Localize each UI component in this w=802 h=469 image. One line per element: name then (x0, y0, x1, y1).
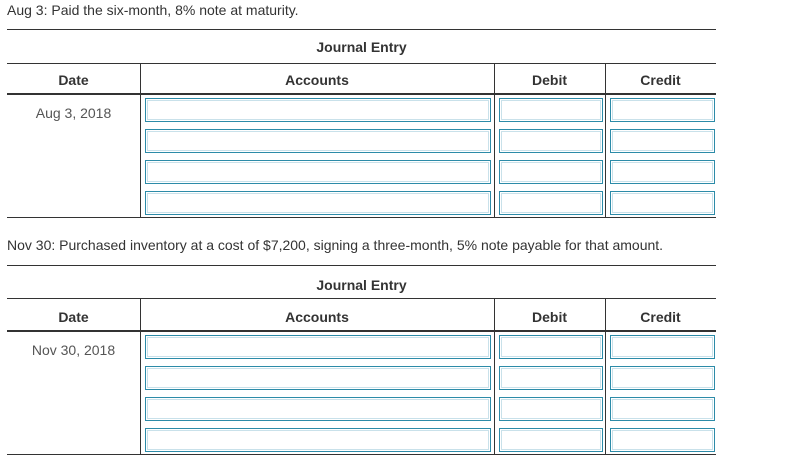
credit-input[interactable] (610, 366, 715, 390)
credit-input[interactable] (610, 129, 715, 153)
entry-1-prompt: Aug 3: Paid the six-month, 8% note at maturity. (7, 2, 299, 18)
credit-input[interactable] (610, 191, 715, 215)
header-bottom-rule (7, 93, 716, 95)
account-input[interactable] (145, 160, 491, 184)
date-header: Date (58, 72, 89, 88)
credit-input[interactable] (610, 397, 715, 421)
accounts-header: Accounts (285, 72, 349, 88)
credit-header: Credit (640, 309, 681, 325)
credit-input[interactable] (610, 160, 715, 184)
debit-input[interactable] (499, 397, 603, 421)
credit-input[interactable] (610, 428, 715, 452)
entry-2-prompt: Nov 30: Purchased inventory at a cost of $7,200, signing a three-month, 5% note payable for that amount. (7, 237, 664, 253)
journal-entry-table-1 (7, 29, 716, 219)
debit-input[interactable] (499, 335, 603, 359)
column-divider (140, 63, 141, 217)
column-divider (494, 298, 495, 454)
header-top-rule (7, 63, 716, 64)
account-input[interactable] (145, 191, 491, 215)
column-divider (605, 298, 606, 454)
account-input[interactable] (145, 98, 491, 122)
entry-date: Nov 30, 2018 (31, 342, 116, 358)
column-divider (140, 298, 141, 454)
account-input[interactable] (145, 335, 491, 359)
bottom-rule (7, 454, 716, 455)
debit-input[interactable] (499, 428, 603, 452)
date-header: Date (58, 309, 89, 325)
top-rule (7, 265, 716, 266)
account-input[interactable] (145, 397, 491, 421)
header-top-rule (7, 298, 716, 299)
credit-input[interactable] (610, 98, 715, 122)
debit-input[interactable] (499, 366, 603, 390)
debit-input[interactable] (499, 191, 603, 215)
account-input[interactable] (145, 366, 491, 390)
journal-entry-table-2 (7, 265, 716, 457)
journal-entry-title: Journal Entry (316, 277, 407, 293)
accounts-header: Accounts (285, 309, 349, 325)
header-bottom-rule (7, 330, 716, 332)
debit-header: Debit (532, 309, 567, 325)
bottom-rule (7, 217, 716, 218)
debit-input[interactable] (499, 160, 603, 184)
journal-entry-title: Journal Entry (316, 39, 407, 55)
debit-input[interactable] (499, 98, 603, 122)
debit-header: Debit (532, 72, 567, 88)
account-input[interactable] (145, 129, 491, 153)
column-divider (605, 63, 606, 217)
account-input[interactable] (145, 428, 491, 452)
credit-input[interactable] (610, 335, 715, 359)
debit-input[interactable] (499, 129, 603, 153)
credit-header: Credit (640, 72, 681, 88)
entry-date: Aug 3, 2018 (35, 105, 112, 121)
column-divider (494, 63, 495, 217)
top-rule (7, 29, 716, 30)
